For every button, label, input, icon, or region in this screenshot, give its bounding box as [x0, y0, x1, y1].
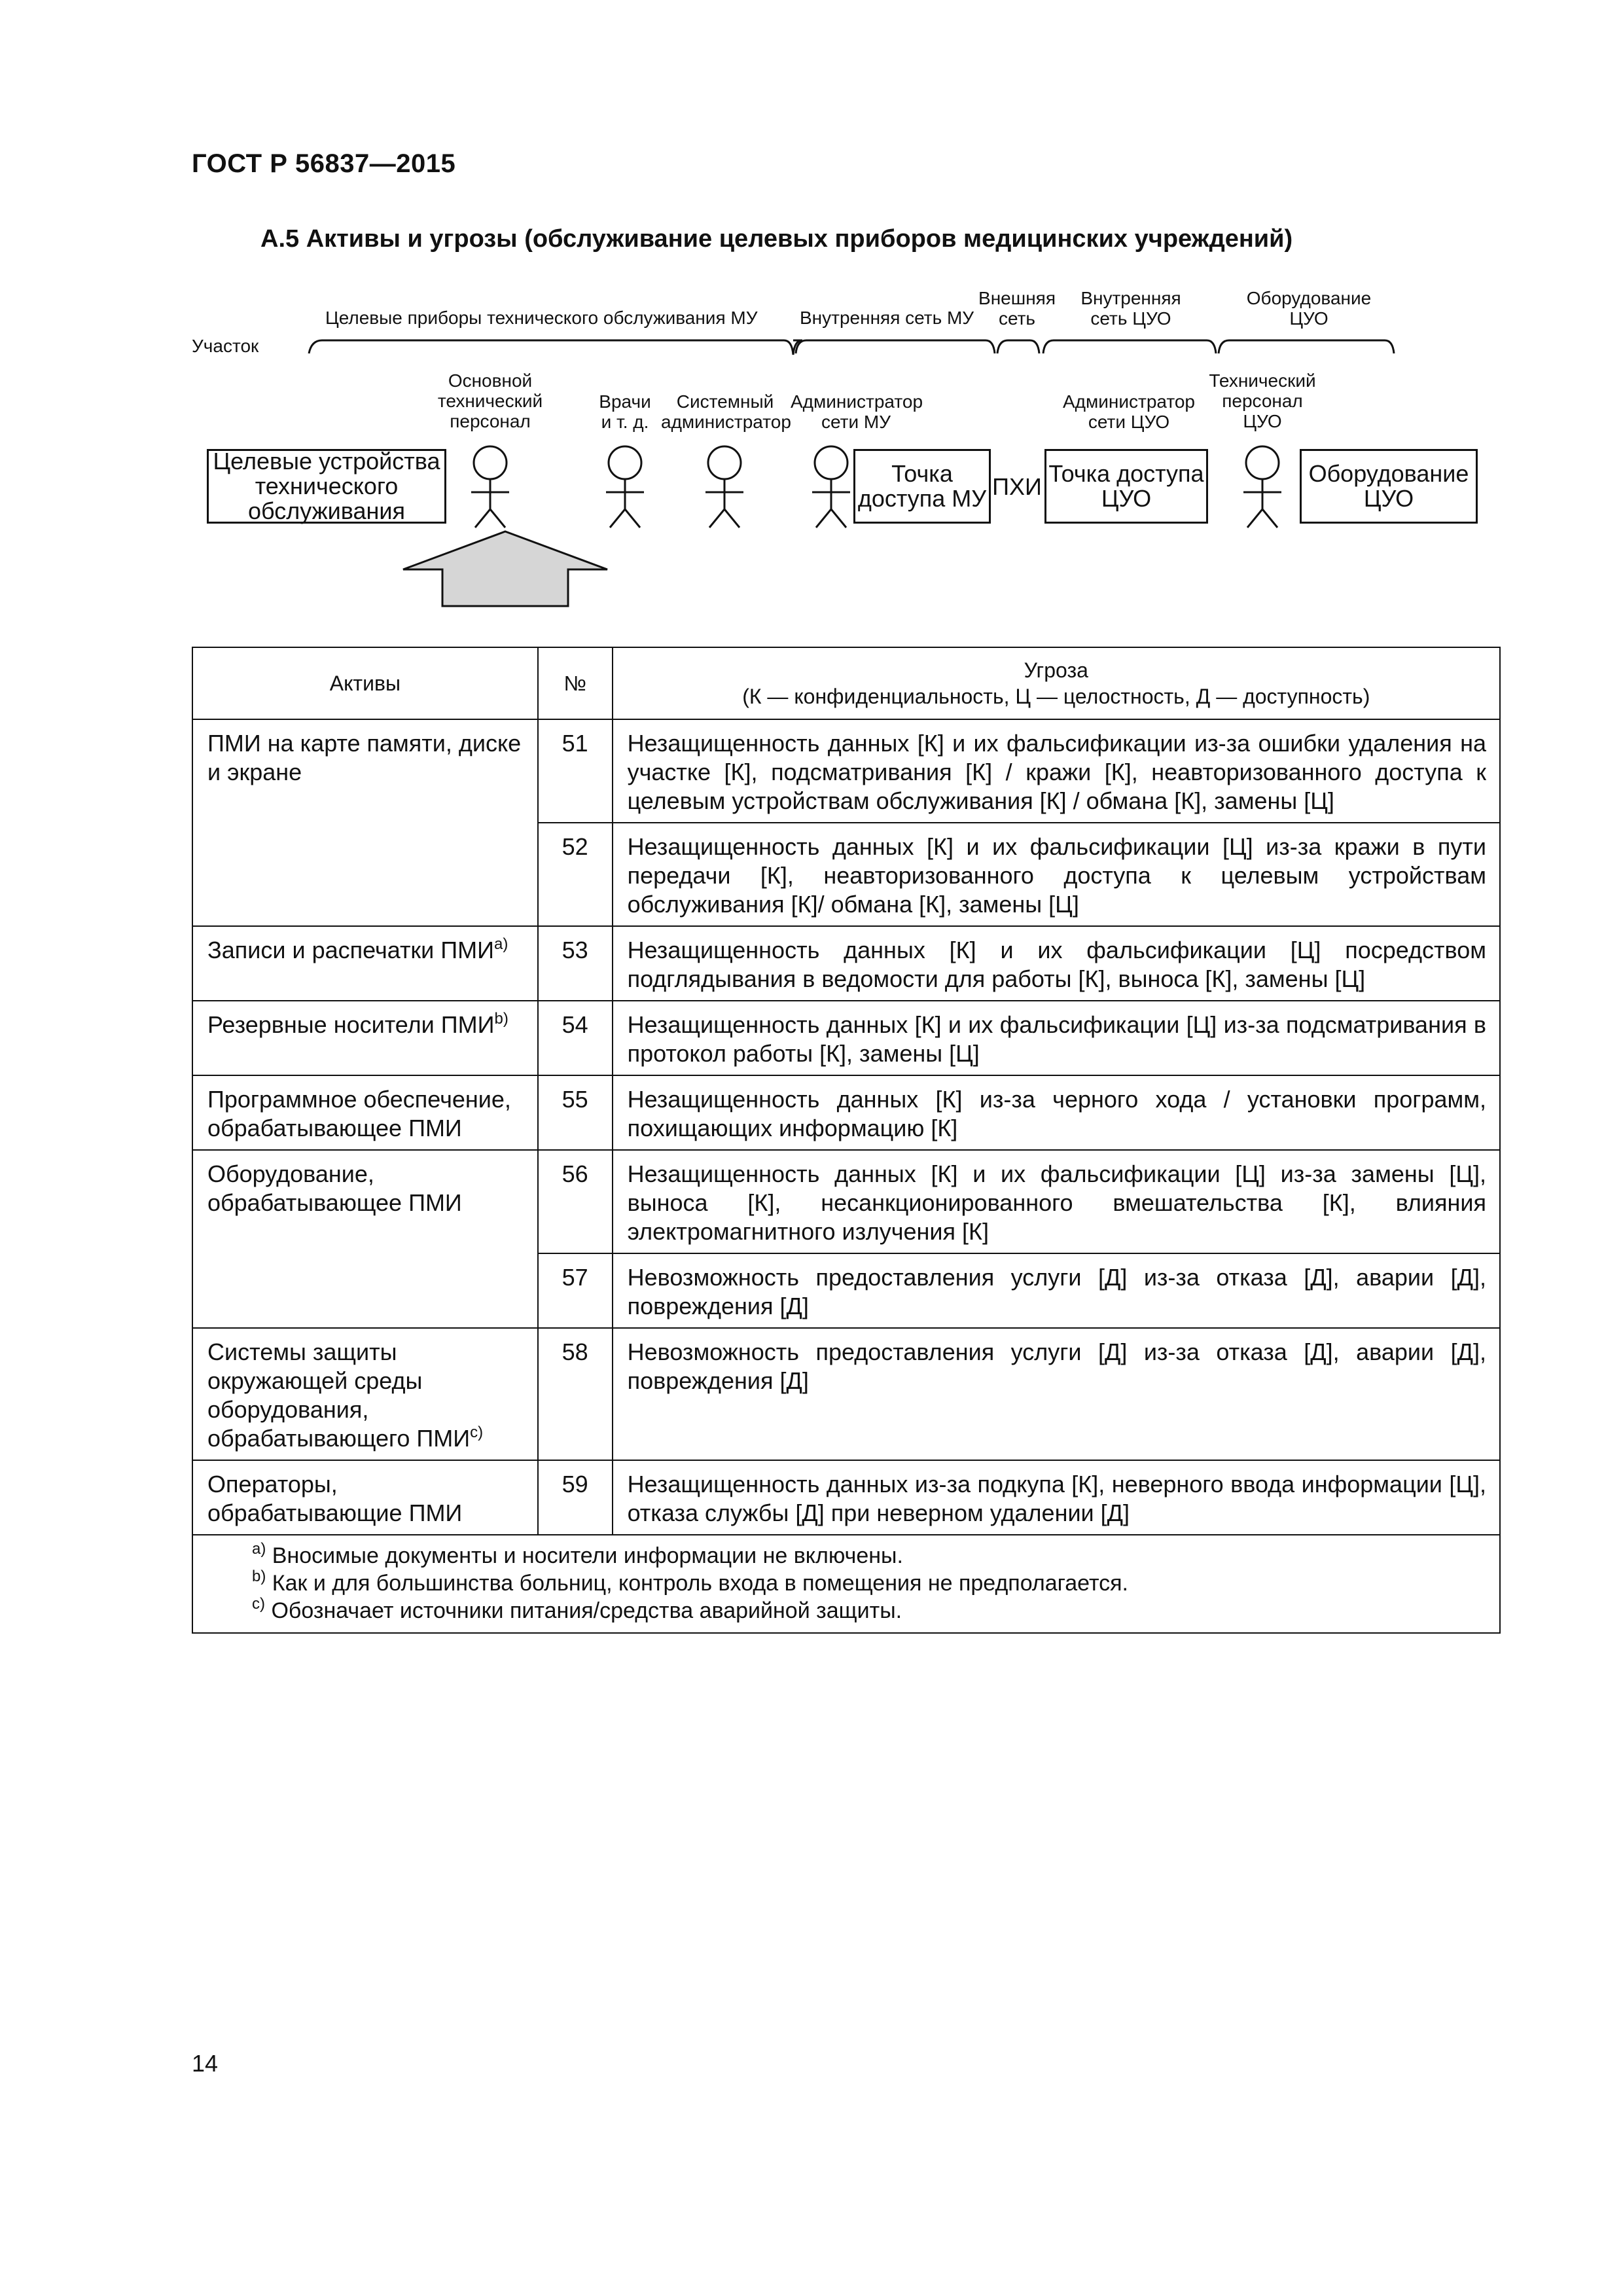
actor-doctors-icon [606, 446, 644, 528]
threat-number: 55 [538, 1075, 613, 1150]
footnote: $^{b)}$ Как и для большинства больниц, контроль входа в помещения не предполагается. [252, 1568, 1128, 1596]
actor-mu-netadmin-icon [812, 446, 850, 528]
footnote: $^{c)}$ Обозначает источники питания/средства аварийной защиты. [252, 1595, 902, 1623]
table-row [192, 1075, 1500, 1150]
actor-sysadmin-icon [705, 446, 743, 528]
pkhi-label: ПХИ [992, 473, 1042, 500]
asset-cell: Оборудование, обрабатывающее ПМИ [192, 1150, 538, 1328]
assets-threats-table [192, 647, 1501, 1634]
header-threat-legend: (К — конфиденциальность, Ц — целостность, Д — доступность) [742, 685, 1370, 708]
footnotes-cell [192, 1535, 1500, 1633]
brace-section-5 [1219, 340, 1394, 353]
box-cuo-equipment-label: Оборудование ЦУО [1308, 460, 1469, 512]
footnote: $^{a)}$ Вносимые документы и носители информации не включены. [252, 1540, 903, 1568]
threat-number: 59 [538, 1460, 613, 1535]
header-number: № [538, 647, 613, 719]
box-mu-access-point-label: Точка доступа МУ [857, 460, 987, 512]
threat-cell: Невозможность предоставления услуги [Д] из-за отказа [Д], аварии [Д], повреждения [Д] [613, 1328, 1500, 1460]
threat-number: 54 [538, 1001, 613, 1075]
table-row [192, 1460, 1500, 1535]
section-label-cuo-equipment: Оборудование ЦУО [1246, 288, 1372, 329]
actor-label-doctors: Врачи и т. д. [599, 391, 651, 432]
box-cuo-equipment [1300, 449, 1478, 524]
threat-cell: Незащищенность данных [К] и их фальсификации [Ц] из-за подсматривания в протокол работы [К], замены [Ц] [613, 1001, 1500, 1075]
footnotes-row [192, 1535, 1500, 1633]
section-title: А.5 Активы и угрозы (обслуживание целевых приборов медицинских учреждений) [260, 225, 1293, 253]
brace-section-1 [309, 340, 802, 355]
threat-cell: Незащищенность данных из-за подкупа [К], неверного ввода информации [Ц], отказа службы [Д] при неверном удалении [Д] [613, 1460, 1500, 1535]
threat-cell: Незащищенность данных [К] и их фальсификации из-за ошибки удаления на участке [К], подсматривания [К] / кражи [К], неавторизованного доступа к целевым устройствам обслуживания [К] / обмана [К], замены [Ц] [613, 719, 1500, 823]
actor-label-sysadmin: Системный администратор [661, 391, 791, 432]
up-arrow-icon [403, 531, 607, 606]
section-label-targets: Целевые приборы технического обслуживания МУ [325, 308, 758, 328]
header-threat-title: Угроза [1024, 658, 1088, 682]
brace-section-2 [796, 340, 995, 353]
box-cuo-access-point-label: Точка доступа ЦУО [1048, 460, 1204, 512]
threat-cell: Незащищенность данных [К] из-за черного хода / установки программ, похищающих информацию [К] [613, 1075, 1500, 1150]
asset-cell: Записи и распечатки ПМИ$^{a)}$ [192, 926, 538, 1001]
actor-main-staff-icon [471, 446, 509, 528]
brace-section-3 [997, 340, 1039, 353]
asset-cell: Операторы, обрабатывающие ПМИ [192, 1460, 538, 1535]
asset-cell: ПМИ на карте памяти, диске и экране [192, 719, 538, 926]
threat-number: 57 [538, 1253, 613, 1328]
footnote-ref: c) [470, 1424, 484, 1441]
asset-cell: Программное обеспечение, обрабатывающее ПМИ [192, 1075, 538, 1150]
box-cuo-access-point [1044, 449, 1208, 524]
standard-header: ГОСТ Р 56837—2015 [192, 149, 456, 178]
table-row [192, 1001, 1500, 1075]
section-label-mu-internal: Внутренняя сеть МУ [800, 308, 974, 328]
threat-number: 52 [538, 823, 613, 926]
threat-cell: Невозможность предоставления услуги [Д] из-за отказа [Д], аварии [Д], повреждения [Д] [613, 1253, 1500, 1328]
threat-cell: Незащищенность данных [К] и их фальсификации [Ц] из-за замены [Ц], выноса [К], несанкционированного вмешательства [К], влияния электромагнитного излучения [К] [613, 1150, 1500, 1253]
table-row [192, 926, 1500, 1001]
header-assets: Активы [192, 647, 538, 719]
brace-section-4 [1043, 340, 1216, 353]
sections-label: Участок [192, 336, 259, 356]
asset-cell: Резервные носители ПМИ$^{b)}$ [192, 1001, 538, 1075]
threat-number: 58 [538, 1328, 613, 1460]
actor-label-mu-netadmin: Администратор сети МУ [791, 391, 923, 432]
page-number: 14 [192, 2050, 219, 2077]
threat-number: 53 [538, 926, 613, 1001]
footnote-ref: b) [494, 1010, 508, 1028]
table-row [192, 1328, 1500, 1460]
actor-label-cuo-tech-staff: Технический персонал ЦУО [1209, 370, 1316, 431]
section-label-cuo-internal: Внутренняя сеть ЦУО [1080, 288, 1181, 329]
header-threat [613, 647, 1500, 719]
box-target-devices-label: Целевые устройства технического обслуживания [213, 448, 440, 524]
section-label-external: Внешняя сеть [978, 288, 1056, 329]
threat-number: 56 [538, 1150, 613, 1253]
table-row [192, 1150, 1500, 1253]
actor-tech-staff-cuo-icon [1243, 446, 1281, 528]
threat-number: 51 [538, 719, 613, 823]
table-header-row [192, 647, 1500, 719]
asset-cell: Системы защиты окружающей среды оборудования, обрабатывающего ПМИ$^{c)}$ [192, 1328, 538, 1460]
box-target-devices [207, 449, 446, 524]
actor-label-cuo-netadmin: Администратор сети ЦУО [1062, 391, 1195, 432]
actor-label-main-staff: Основной технический персонал [437, 370, 543, 431]
box-mu-access-point [853, 449, 991, 524]
table-row [192, 719, 1500, 823]
threat-cell: Незащищенность данных [К] и их фальсификации [Ц] из-за кражи в пути передачи [К], неавторизованного доступа к целевым устройствам обслуживания [К]/ обмана [К], замены [Ц] [613, 823, 1500, 926]
footnote-ref: a) [494, 935, 508, 953]
threat-cell: Незащищенность данных [К] и их фальсификации [Ц] посредством подглядывания в ведомости для работы [К], выноса [К], замены [Ц] [613, 926, 1500, 1001]
